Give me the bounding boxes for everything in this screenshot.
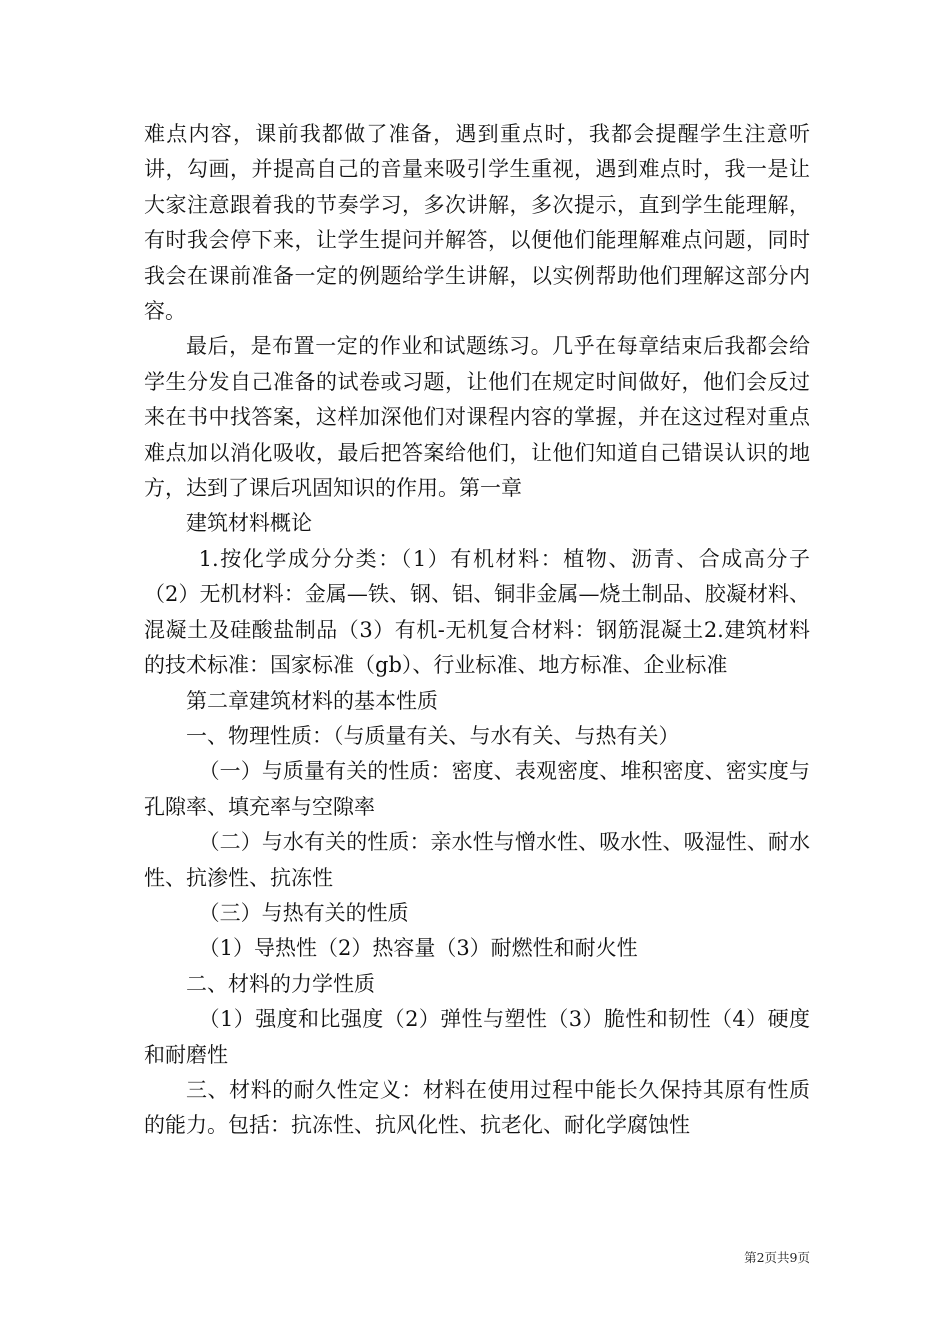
section-mechanical-properties: 二、材料的力学性质 — [186, 971, 375, 996]
item-heat-properties: （三）与热有关的性质 — [198, 900, 409, 925]
item-mechanical-properties-list: （1）强度和比强度（2）弹性与塑性（3）脆性和韧性（4）硬度和耐磨性 — [144, 1007, 810, 1067]
paragraph-classification: 1.按化学成分分类：（1）有机材料：植物、沥青、合成高分子（2）无机材料：金属—铁、钢、铝、铜非金属—烧土制品、胶凝材料、混凝土及硅酸盐制品（3）有机-无机复合材料：钢筋混凝土2.建筑材料的技术标准：国家标准（gb）、行业标准、地方标准、企业标准 — [144, 546, 810, 678]
section-physical-properties: 一、物理性质：（与质量有关、与水有关、与热有关） — [186, 723, 680, 748]
document-body — [144, 117, 810, 1144]
paragraph-teaching-difficult-points: 难点内容，课前我都做了准备，遇到重点时，我都会提醒学生注意听讲，勾画，并提高自己的音量来吸引学生重视，遇到难点时，我一是让大家注意跟着我的节奏学习，多次讲解，多次提示，直到学生能理解，有时我会停下来，让学生提问并解答，以便他们能理解难点问题，同时我会在课前准备一定的例题给学生讲解，以实例帮助他们理解这部分内容。 — [144, 122, 810, 324]
item-heat-properties-list: （1）导热性（2）热容量（3）耐燃性和耐火性 — [198, 936, 638, 961]
page-number-footer: 第2页共9页 — [744, 1250, 810, 1265]
paragraph-homework-practice: 最后，是布置一定的作业和试题练习。几乎在每章结束后我都会给学生分发自己准备的试卷或习题，让他们在规定时间做好，他们会反过来在书中找答案，这样加深他们对课程内容的掌握，并在这过程对重点难点加以消化吸收，最后把答案给他们，让他们知道自己错误认识的地方，达到了课后巩固知识的作用。第一章 — [144, 334, 810, 501]
item-mass-properties: （一）与质量有关的性质：密度、表观密度、堆积密度、密实度与孔隙率、填充率与空隙率 — [144, 759, 810, 819]
chapter-two-title: 第二章建筑材料的基本性质 — [186, 688, 438, 713]
chapter-one-title: 建筑材料概论 — [186, 511, 312, 536]
item-water-properties: （二）与水有关的性质：亲水性与憎水性、吸水性、吸湿性、耐水性、抗渗性、抗冻性 — [144, 830, 810, 890]
section-durability: 三、材料的耐久性定义：材料在使用过程中能长久保持其原有性质的能力。包括：抗冻性、抗风化性、抗老化、耐化学腐蚀性 — [144, 1077, 810, 1138]
